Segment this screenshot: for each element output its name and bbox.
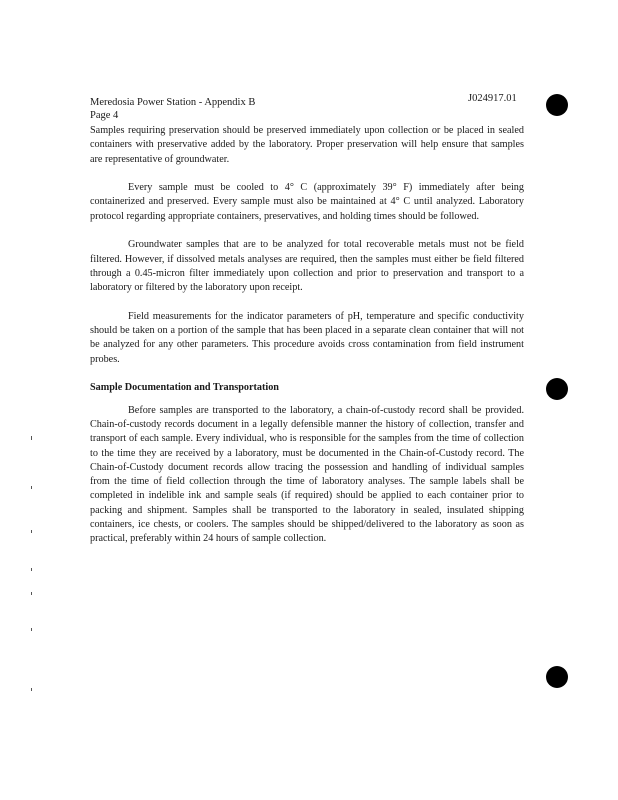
paragraph-preservation: Samples requiring preservation should be preserved immediately upon collection or be placed in sealed containers with preservative added by the laboratory. Proper preservation will help ensure that samples are representative of groundwater. (90, 125, 524, 165)
punch-hole-top (546, 94, 568, 116)
scan-speck (31, 486, 32, 489)
scan-speck (31, 436, 32, 440)
scan-speck (31, 530, 32, 533)
document-body (90, 124, 524, 561)
paragraph-field-measurements: Field measurements for the indicator parameters of pH, temperature and specific conductivity should be taken on a portion of the sample that has been placed in a separate clean container that will not be analyzed for any other parameters. This procedure avoids cross contamination from field instrument probes. (90, 310, 524, 365)
scan-speck (31, 568, 32, 571)
document-title: Meredosia Power Station - Appendix B (90, 97, 256, 108)
paragraph-filtering: Groundwater samples that are to be analyzed for total recoverable metals must not be field filtered. However, if dissolved metals analyses are required, then the samples must either be field filtered through a 0.45-micron filter immediately upon collection and prior to preservation and transport to a laboratory or filtered by the laboratory upon receipt. (90, 239, 524, 294)
paragraph-documentation: Before samples are transported to the laboratory, a chain-of-custody record shall be provided. Chain-of-custody records document in a legally defensible manner the history of collection, transfer and transport of each sample. Every individual, who is responsible for the samples from the time of collection to the time they are received by a laboratory, must be documented in the Chain-of-Custody record. The Chain-of-Custody document records allow tracing the possession and handling of individual samples from the time of field collection through the time of laboratory analyses. The sample labels shall be completed in indelible ink and sample seals (if required) should be applied to each container prior to packing and shipment. Samples shall be transported to the laboratory in sealed, insulated shipping containers, ice chests, or coolers. The samples should be shipped/delivered to the laboratory as soon as practical, preferably within 24 hours of sample collection. (90, 404, 524, 545)
scan-speck (31, 592, 32, 595)
page-number: Page 4 (90, 110, 119, 121)
scan-speck (31, 688, 32, 691)
punch-hole-bottom (546, 666, 568, 688)
document-id: J024917.01 (468, 93, 517, 104)
scan-speck (31, 628, 32, 631)
punch-hole-middle (546, 378, 568, 400)
paragraph-cooling: Every sample must be cooled to 4° C (approximately 39° F) immediately after being containerized and preserved. Every sample must also be maintained at 4° C until analyzed. Laboratory protocol regarding appropriate containers, preservatives, and holding times should be followed. (90, 182, 524, 222)
page-header (90, 96, 255, 122)
section-heading: Sample Documentation and Transportation (90, 382, 279, 394)
